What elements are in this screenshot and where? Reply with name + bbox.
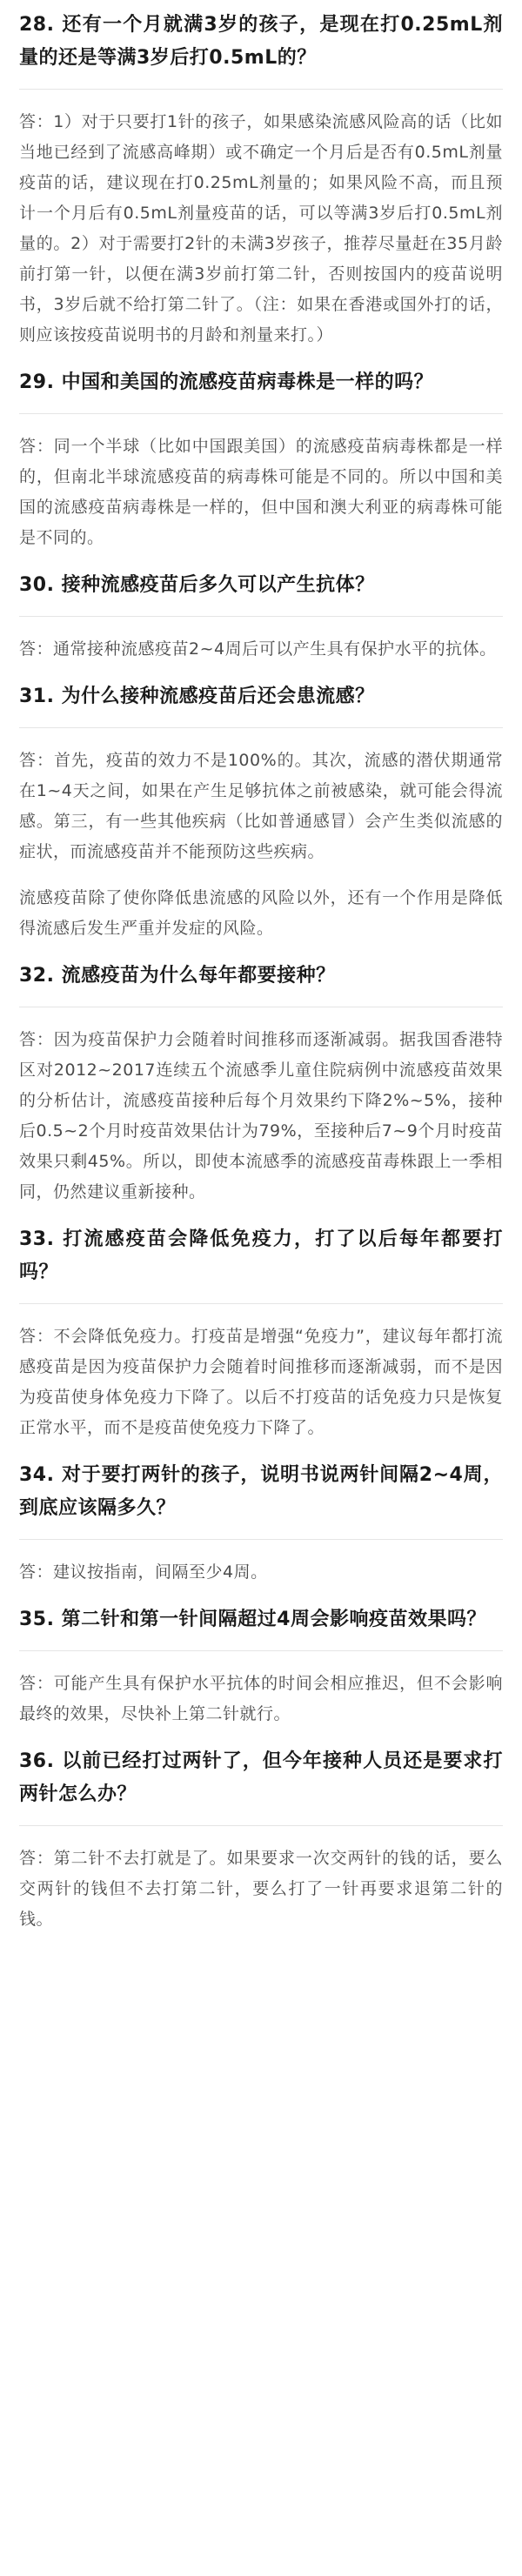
question-heading: 32. 流感疫苗为什么每年都要接种？ — [19, 965, 336, 987]
answer-paragraph: 答：不会降低免疫力。打疫苗是增强“免疫力”，建议每年都打流感疫苗是因为疫苗保护力会随着时间推移而逐渐减弱，而不是因为疫苗使身体免疫力下降了。以后不打疫苗的话免疫力只是恢复正常水平，而不是疫苗使免疫力下降了。 — [19, 1327, 503, 1437]
question-heading: 35. 第二针和第一针间隔超过4周会影响疫苗效果吗？ — [19, 1609, 486, 1630]
section-divider — [19, 1303, 503, 1304]
answer-paragraph: 答：首先，疫苗的效力不是100%的。其次，流感的潜伏期通常在1~4天之间，如果在产生足够抗体之前被感染，就可能会得流感。第三，有一些其他疾病（比如普通感冒）会产生类似流感的症状，而流感疫苗并不能预防这些疾病。 — [19, 751, 503, 861]
section-divider — [19, 1539, 503, 1540]
answer-paragraph: 答：第二针不去打就是了。如果要求一次交两针的钱的话，要么交两针的钱但不去打第二针，要么打了一针再要求退第二针的钱。 — [19, 1849, 503, 1929]
qa-section — [19, 1745, 503, 1935]
qa-section — [19, 1223, 503, 1443]
question-heading: 34. 对于要打两针的孩子，说明书说两针间隔2~4周，到底应该隔多久？ — [19, 1464, 503, 1519]
qa-section — [19, 9, 503, 351]
question-heading: 31. 为什么接种流感疫苗后还会患流感？ — [19, 686, 375, 707]
qa-section — [19, 366, 503, 553]
question-heading: 30. 接种流感疫苗后多久可以产生抗体？ — [19, 574, 375, 596]
qa-section — [19, 680, 503, 944]
answer-paragraph: 答：因为疫苗保护力会随着时间推移而逐渐减弱。据我国香港特区对2012~2017连续五个流感季儿童住院病例中流感疫苗效果的分析估计，流感疫苗接种后每个月效果约下降2%~5%，接种后0.5~2个月时疫苗效果估计为79%，至接种后7~9个月时疫苗效果只剩45%。所以，即使本流感季的流感疫苗毒株跟上一季相同，仍然建议重新接种。 — [19, 1030, 503, 1201]
qa-section — [19, 1603, 503, 1730]
section-divider — [19, 89, 503, 90]
question-heading: 28. 还有一个月就满3岁的孩子，是现在打0.25mL剂量的还是等满3岁后打0.5mL的？ — [19, 14, 503, 69]
qa-section — [19, 569, 503, 665]
section-divider — [19, 1825, 503, 1826]
section-divider — [19, 413, 503, 414]
qa-section — [19, 1459, 503, 1588]
section-divider — [19, 616, 503, 617]
answer-paragraph: 答：同一个半球（比如中国跟美国）的流感疫苗病毒株都是一样的，但南北半球流感疫苗的病毒株可能是不同的。所以中国和美国的流感疫苗病毒株是一样的，但中国和澳大利亚的病毒株可能是不同的。 — [19, 437, 503, 547]
section-divider — [19, 727, 503, 728]
section-divider — [19, 1650, 503, 1651]
answer-paragraph: 答：1）对于只要打1针的孩子，如果感染流感风险高的话（比如当地已经到了流感高峰期）或不确定一个月后是否有0.5mL剂量疫苗的话，建议现在打0.25mL剂量的；如果风险不高，而且预计一个月后有0.5mL剂量疫苗的话，可以等满3岁后打0.5mL剂量的。2）对于需要打2针的未满3岁孩子，推荐尽量赶在35月龄前打第一针，以便在满3岁前打第二针，否则按国内的疫苗说明书，3岁后就不给打第二针了。（注：如果在香港或国外打的话，则应该按疫苗说明书的月龄和剂量来打。） — [19, 112, 503, 345]
question-heading: 33. 打流感疫苗会降低免疫力，打了以后每年都要打吗？ — [19, 1228, 503, 1283]
question-heading: 36. 以前已经打过两针了，但今年接种人员还是要求打两针怎么办？ — [19, 1750, 503, 1805]
answer-paragraph: 答：可能产生具有保护水平抗体的时间会相应推迟，但不会影响最终的效果，尽快补上第二针就行。 — [19, 1674, 503, 1723]
answer-paragraph: 答：建议按指南，间隔至少4周。 — [19, 1562, 268, 1582]
answer-paragraph: 答：通常接种流感疫苗2~4周后可以产生具有保护水平的抗体。 — [19, 639, 497, 659]
answer-paragraph: 流感疫苗除了使你降低患流感的风险以外，还有一个作用是降低得流感后发生严重并发症的风险。 — [19, 888, 503, 938]
qa-section — [19, 960, 503, 1208]
question-heading: 29. 中国和美国的流感疫苗病毒株是一样的吗？ — [19, 371, 434, 393]
